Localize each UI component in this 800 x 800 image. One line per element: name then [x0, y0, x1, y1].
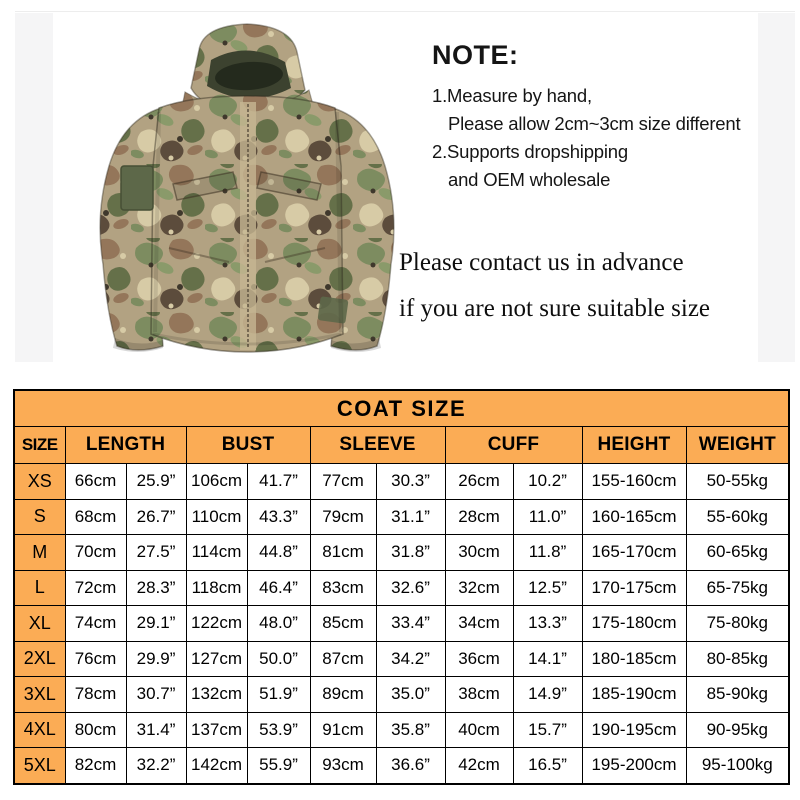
- measurement-cell: 70cm: [65, 535, 126, 571]
- measurement-cell: 29.1”: [126, 606, 186, 642]
- size-label-cell: 4XL: [14, 712, 65, 748]
- measurement-cell: 16.5”: [513, 748, 582, 784]
- measurement-cell: 53.9”: [247, 712, 310, 748]
- measurement-cell: 26cm: [445, 464, 513, 500]
- measurement-cell: 137cm: [186, 712, 247, 748]
- measurement-cell: 15.7”: [513, 712, 582, 748]
- measurement-cell: 14.1”: [513, 641, 582, 677]
- size-label-cell: 3XL: [14, 677, 65, 713]
- measurement-cell: 65-75kg: [686, 570, 789, 606]
- header-bust: BUST: [186, 427, 310, 464]
- measurement-cell: 132cm: [186, 677, 247, 713]
- size-label-cell: 5XL: [14, 748, 65, 784]
- size-label-cell: M: [14, 535, 65, 571]
- measurement-cell: 80cm: [65, 712, 126, 748]
- measurement-cell: 33.4”: [376, 606, 445, 642]
- measurement-cell: 32.2”: [126, 748, 186, 784]
- measurement-cell: 74cm: [65, 606, 126, 642]
- contact-line-1: Please contact us in advance: [399, 249, 684, 276]
- measurement-cell: 13.3”: [513, 606, 582, 642]
- photo-right-margin-strip: [758, 13, 795, 362]
- measurement-cell: 91cm: [310, 712, 376, 748]
- measurement-cell: 68cm: [65, 499, 126, 535]
- table-row: [14, 677, 789, 713]
- measurement-cell: 30.7”: [126, 677, 186, 713]
- measurement-cell: 85cm: [310, 606, 376, 642]
- measurement-cell: 160-165cm: [582, 499, 686, 535]
- measurement-cell: 11.8”: [513, 535, 582, 571]
- table-title-row: [14, 390, 789, 427]
- table-row: [14, 499, 789, 535]
- measurement-cell: 34.2”: [376, 641, 445, 677]
- measurement-cell: 82cm: [65, 748, 126, 784]
- measurement-cell: 38cm: [445, 677, 513, 713]
- note-line-3: 2.Supports dropshipping: [432, 141, 628, 162]
- measurement-cell: 122cm: [186, 606, 247, 642]
- table-row: [14, 535, 789, 571]
- measurement-cell: 175-180cm: [582, 606, 686, 642]
- size-label-cell: 2XL: [14, 641, 65, 677]
- measurement-cell: 40cm: [445, 712, 513, 748]
- measurement-cell: 78cm: [65, 677, 126, 713]
- header-weight: WEIGHT: [686, 427, 789, 464]
- measurement-cell: 31.4”: [126, 712, 186, 748]
- measurement-cell: 81cm: [310, 535, 376, 571]
- note-line-4: and OEM wholesale: [448, 169, 611, 190]
- measurement-cell: 28cm: [445, 499, 513, 535]
- measurement-cell: 41.7”: [247, 464, 310, 500]
- measurement-cell: 31.1”: [376, 499, 445, 535]
- table-row: [14, 606, 789, 642]
- measurement-cell: 60-65kg: [686, 535, 789, 571]
- measurement-cell: 142cm: [186, 748, 247, 784]
- measurement-cell: 12.5”: [513, 570, 582, 606]
- measurement-cell: 76cm: [65, 641, 126, 677]
- contact-note: [399, 240, 710, 332]
- table-row: [14, 748, 789, 784]
- table-row: [14, 464, 789, 500]
- note-line-1: 1.Measure by hand,: [432, 85, 592, 106]
- measurement-cell: 48.0”: [247, 606, 310, 642]
- measurement-cell: 55.9”: [247, 748, 310, 784]
- measurement-cell: 35.0”: [376, 677, 445, 713]
- size-label-cell: XS: [14, 464, 65, 500]
- measurement-cell: 27.5”: [126, 535, 186, 571]
- measurement-cell: 34cm: [445, 606, 513, 642]
- header-height: HEIGHT: [582, 427, 686, 464]
- measurement-cell: 28.3”: [126, 570, 186, 606]
- measurement-cell: 30.3”: [376, 464, 445, 500]
- measurement-cell: 26.7”: [126, 499, 186, 535]
- measurement-cell: 75-80kg: [686, 606, 789, 642]
- measurement-cell: 77cm: [310, 464, 376, 500]
- measurement-cell: 35.8”: [376, 712, 445, 748]
- measurement-cell: 114cm: [186, 535, 247, 571]
- measurement-cell: 165-170cm: [582, 535, 686, 571]
- measurement-cell: 50.0”: [247, 641, 310, 677]
- measurement-cell: 32.6”: [376, 570, 445, 606]
- measurement-cell: 195-200cm: [582, 748, 686, 784]
- measurement-cell: 31.8”: [376, 535, 445, 571]
- table-row: [14, 641, 789, 677]
- contact-line-2: if you are not sure suitable size: [399, 295, 711, 322]
- measurement-cell: 180-185cm: [582, 641, 686, 677]
- measurement-cell: 55-60kg: [686, 499, 789, 535]
- measurement-cell: 29.9”: [126, 641, 186, 677]
- measurement-cell: 185-190cm: [582, 677, 686, 713]
- header-size: SIZE: [14, 427, 65, 464]
- measurement-cell: 46.4”: [247, 570, 310, 606]
- measurement-cell: 44.8”: [247, 535, 310, 571]
- measurement-cell: 110cm: [186, 499, 247, 535]
- jacket-product-image: [57, 16, 437, 366]
- measurement-cell: 32cm: [445, 570, 513, 606]
- note-block: [432, 40, 740, 194]
- note-title: NOTE:: [432, 40, 519, 70]
- measurement-cell: 10.2”: [513, 464, 582, 500]
- measurement-cell: 25.9”: [126, 464, 186, 500]
- header-sleeve: SLEEVE: [310, 427, 445, 464]
- size-label-cell: L: [14, 570, 65, 606]
- measurement-cell: 72cm: [65, 570, 126, 606]
- measurement-cell: 90-95kg: [686, 712, 789, 748]
- measurement-cell: 30cm: [445, 535, 513, 571]
- measurement-cell: 50-55kg: [686, 464, 789, 500]
- measurement-cell: 42cm: [445, 748, 513, 784]
- photo-left-margin-strip: [15, 13, 53, 362]
- measurement-cell: 170-175cm: [582, 570, 686, 606]
- header-cuff: CUFF: [445, 427, 582, 464]
- measurement-cell: 118cm: [186, 570, 247, 606]
- note-line-2: Please allow 2cm~3cm size different: [448, 113, 741, 134]
- header-length: LENGTH: [65, 427, 186, 464]
- measurement-cell: 87cm: [310, 641, 376, 677]
- table-title: COAT SIZE: [14, 390, 789, 427]
- measurement-cell: 36.6”: [376, 748, 445, 784]
- measurement-cell: 106cm: [186, 464, 247, 500]
- table-row: [14, 570, 789, 606]
- measurement-cell: 11.0”: [513, 499, 582, 535]
- size-label-cell: S: [14, 499, 65, 535]
- measurement-cell: 36cm: [445, 641, 513, 677]
- table-header-row: [14, 427, 789, 464]
- coat-size-table: [13, 389, 790, 785]
- measurement-cell: 43.3”: [247, 499, 310, 535]
- table-row: [14, 712, 789, 748]
- measurement-cell: 66cm: [65, 464, 126, 500]
- measurement-cell: 79cm: [310, 499, 376, 535]
- measurement-cell: 93cm: [310, 748, 376, 784]
- measurement-cell: 190-195cm: [582, 712, 686, 748]
- measurement-cell: 83cm: [310, 570, 376, 606]
- measurement-cell: 14.9”: [513, 677, 582, 713]
- measurement-cell: 80-85kg: [686, 641, 789, 677]
- measurement-cell: 85-90kg: [686, 677, 789, 713]
- measurement-cell: 89cm: [310, 677, 376, 713]
- size-label-cell: XL: [14, 606, 65, 642]
- measurement-cell: 155-160cm: [582, 464, 686, 500]
- size-table-body: [14, 464, 789, 784]
- measurement-cell: 127cm: [186, 641, 247, 677]
- measurement-cell: 51.9”: [247, 677, 310, 713]
- measurement-cell: 95-100kg: [686, 748, 789, 784]
